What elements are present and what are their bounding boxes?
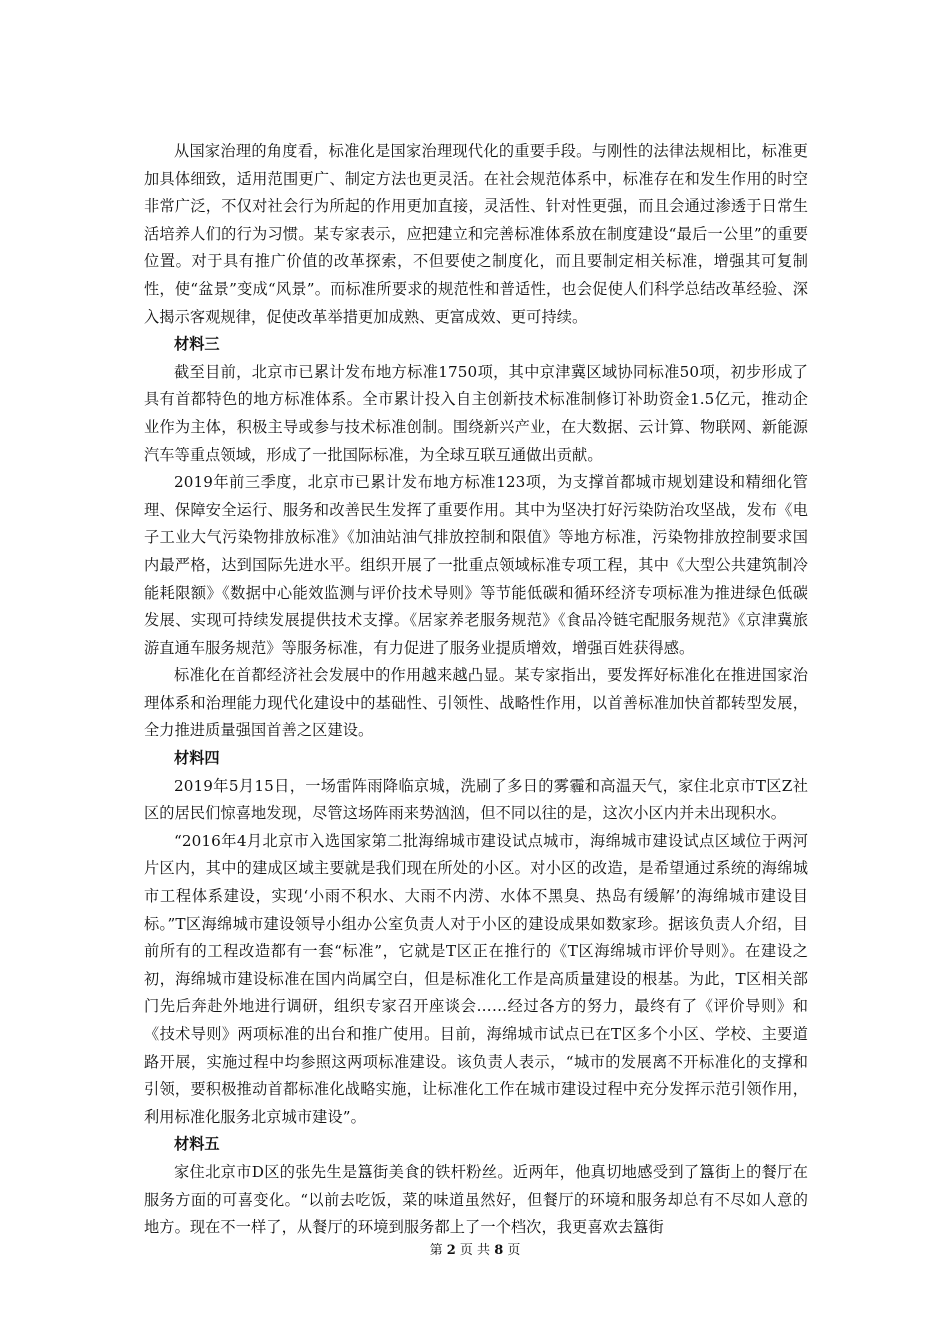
- section-heading: 材料三: [174, 335, 220, 354]
- footer-middle: 页 共: [459, 1243, 491, 1258]
- page-footer: [0, 1243, 950, 1259]
- page-content: [144, 138, 808, 1242]
- paragraph: 从国家治理的角度看，标准化是国家治理现代化的重要手段。与刚性的法律法规相比，标准更加具体细致，适用范围更广、制定方法也更灵活。在社会规范体系中，标准存在和发生作用的时空非常广泛，不仅对社会行为所起的作用更加直接，灵活性、针对性更强，而且会通过渗透于日常生活培养人们的行为习惯。某专家表示，应把建立和完善标准体系放在制度建设“最后一公里”的重要位置。对于具有推广价值的改革探索，不但要使之制度化，而且要制定相关标准，增强其可复制性，使“盆景”变成“风景”。而标准所要求的规范性和普适性，也会促使人们科学总结改革经验、深入揭示客观规律，促使改革举措更加成熟、更富成效、更可持续。: [144, 142, 808, 326]
- section-heading: 材料四: [174, 749, 220, 768]
- paragraph: 标准化在首都经济社会发展中的作用越来越凸显。某专家指出，要发挥好标准化在推进国家治理体系和治理能力现代化建设中的基础性、引领性、战略性作用，以首善标准加快首都转型发展，全力推进质量强国首善之区建设。: [144, 666, 808, 740]
- footer-prefix: 第: [429, 1243, 443, 1258]
- footer-total-pages: 8: [494, 1243, 504, 1258]
- paragraph: 2019年5月15日，一场雷阵雨降临京城，洗刷了多日的雾霾和高温天气，家住北京市T区Z社区的居民们惊喜地发现，尽管这场阵雨来势汹汹，但不同以往的是，这次小区内并未出现积水。: [144, 776, 808, 823]
- paragraph: “2016年4月北京市入选国家第二批海绵城市建设试点城市，海绵城市建设试点区域位于两河片区内，其中的建成区域主要就是我们现在所处的小区。对小区的改造，是希望通过系统的海绵城市工程体系建设，实现‘小雨不积水、大雨不内涝、水体不黑臭、热岛有缓解’的海绵城市建设目标。”T区海绵城市建设领导小组办公室负责人对于小区的建设成果如数家珍。据该负责人介绍，目前所有的工程改造都有一套“标准”，它就是T区正在推行的《T区海绵城市评价导则》。在建设之初，海绵城市建设标准在国内尚属空白，但是标准化工作是高质量建设的根基。为此，T区相关部门先后奔赴外地进行调研，组织专家召开座谈会……经过各方的努力，最终有了《评价导则》和《技术导则》两项标准的出台和推广使用。目前，海绵城市试点已在T区多个小区、学校、主要道路开展，实施过程中均参照这两项标准建设。该负责人表示，“城市的发展离不开标准化的支撑和引领，要积极推动首都标准化战略实施，让标准化工作在城市建设过程中充分发挥示范引领作用，利用标准化服务北京城市建设”。: [144, 831, 808, 1126]
- paragraph: 截至目前，北京市已累计发布地方标准1750项，其中京津冀区域协同标准50项，初步形成了具有首都特色的地方标准体系。全市累计投入自主创新技术标准制修订补助资金1.5亿元，推动企业作为主体，积极主导或参与技术标准创制。围绕新兴产业，在大数据、云计算、物联网、新能源汽车等重点领域，形成了一批国际标准，为全球互联互通做出贡献。: [144, 362, 808, 464]
- footer-suffix: 页: [507, 1243, 521, 1258]
- paragraph: 2019年前三季度，北京市已累计发布地方标准123项，为支撑首都城市规划建设和精细化管理、保障安全运行、服务和改善民生发挥了重要作用。其中为坚决打好污染防治攻坚战，发布《电子工业大气污染物排放标准》《加油站油气排放控制和限值》等地方标准，污染物排放控制要求国内最严格，达到国际先进水平。组织开展了一批重点领域标准专项工程，其中《大型公共建筑制冷能耗限额》《数据中心能效监测与评价技术导则》等节能低碳和循环经济专项标准为推进绿色低碳发展、实现可持续发展提供技术支撑。《居家养老服务规范》《食品冷链宅配服务规范》《京津冀旅游直通车服务规范》等服务标准，有力促进了服务业提质增效，增强百姓获得感。: [144, 473, 808, 657]
- section-heading: 材料五: [174, 1135, 220, 1154]
- footer-page-number: 2: [446, 1243, 456, 1258]
- paragraph: 家住北京市D区的张先生是簋街美食的铁杆粉丝。近两年，他真切地感受到了簋街上的餐厅在服务方面的可喜变化。“以前去吃饭，菜的味道虽然好，但餐厅的环境和服务却总有不尽如人意的地方。现在不一样了，从餐厅的环境到服务都上了一个档次，我更喜欢去簋街: [144, 1162, 808, 1237]
